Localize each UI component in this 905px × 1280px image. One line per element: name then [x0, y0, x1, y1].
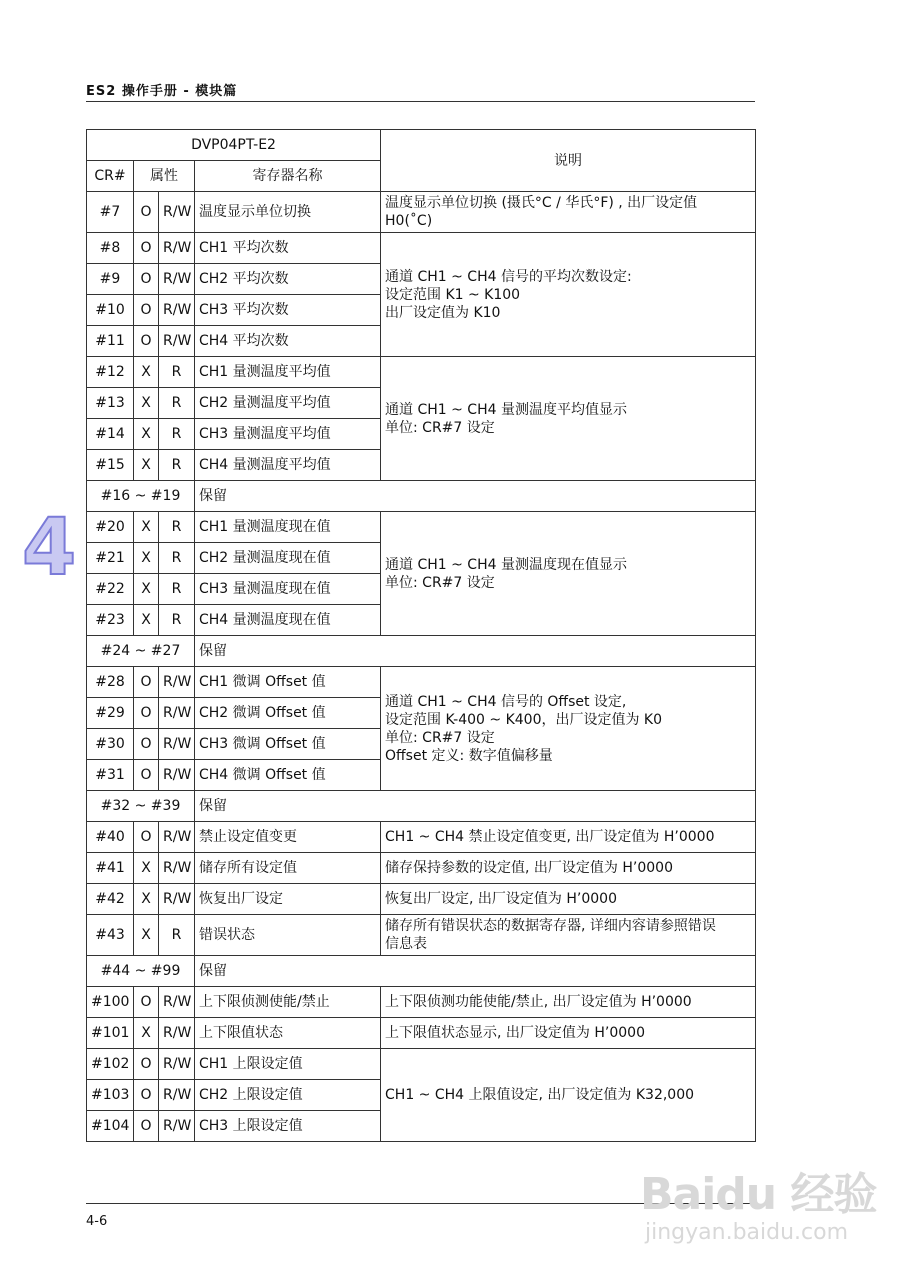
latch-cell: X — [134, 450, 159, 481]
name-cell: CH2 上限设定值 — [195, 1080, 381, 1111]
cr-cell: #42 — [87, 884, 134, 915]
latch-cell: O — [134, 729, 159, 760]
latch-cell: X — [134, 512, 159, 543]
name-cell: CH2 平均次数 — [195, 264, 381, 295]
name-cell: CH4 量测温度平均值 — [195, 450, 381, 481]
name-cell: CH4 量测温度现在值 — [195, 605, 381, 636]
cr-cell: #16 ~ #19 — [87, 481, 195, 512]
latch-cell: O — [134, 822, 159, 853]
cr-cell: #20 — [87, 512, 134, 543]
watermark-url: jingyan.baidu.com — [645, 1220, 849, 1245]
header-divider — [86, 101, 755, 102]
table-row — [87, 853, 756, 884]
desc-cell: 温度显示单位切换 (摄氏°C / 华氏°F) , 出厂设定值 H0(˚C) — [381, 192, 756, 233]
latch-cell: O — [134, 233, 159, 264]
table-row — [87, 1018, 756, 1049]
name-cell: CH3 量测温度现在值 — [195, 574, 381, 605]
name-cell: 上下限侦测使能/禁止 — [195, 987, 381, 1018]
rw-cell: R/W — [159, 326, 195, 357]
desc-cell: CH1 ~ CH4 上限值设定, 出厂设定值为 K32,000 — [381, 1049, 756, 1142]
desc-cell: 通道 CH1 ~ CH4 量测温度平均值显示 单位: CR#7 设定 — [381, 357, 756, 481]
cr-cell: #40 — [87, 822, 134, 853]
rw-cell: R/W — [159, 667, 195, 698]
name-cell: CH3 微调 Offset 值 — [195, 729, 381, 760]
name-cell: CH1 量测温度平均值 — [195, 357, 381, 388]
name-cell: CH4 平均次数 — [195, 326, 381, 357]
rw-cell: R/W — [159, 822, 195, 853]
table-row-reserved — [87, 481, 756, 512]
cr-cell: #23 — [87, 605, 134, 636]
name-cell: 保留 — [195, 481, 756, 512]
name-cell: 保留 — [195, 956, 756, 987]
rw-cell: R — [159, 357, 195, 388]
name-header: 寄存器名称 — [195, 161, 381, 192]
cr-cell: #7 — [87, 192, 134, 233]
rw-cell: R/W — [159, 987, 195, 1018]
desc-cell: 上下限值状态显示, 出厂设定值为 H’0000 — [381, 1018, 756, 1049]
watermark — [640, 1158, 890, 1258]
rw-cell: R — [159, 450, 195, 481]
table-row — [87, 822, 756, 853]
cr-cell: #12 — [87, 357, 134, 388]
table-row — [87, 1049, 756, 1080]
latch-cell: X — [134, 1018, 159, 1049]
desc-cell: 储存所有错误状态的数据寄存器, 详细内容请参照错误 信息表 — [381, 915, 756, 956]
table-row — [87, 915, 756, 956]
cr-cell: #24 ~ #27 — [87, 636, 195, 667]
cr-cell: #44 ~ #99 — [87, 956, 195, 987]
latch-cell: O — [134, 264, 159, 295]
cr-cell: #21 — [87, 543, 134, 574]
name-cell: CH2 微调 Offset 值 — [195, 698, 381, 729]
rw-cell: R/W — [159, 884, 195, 915]
table-row-reserved — [87, 956, 756, 987]
rw-cell: R/W — [159, 295, 195, 326]
rw-cell: R — [159, 388, 195, 419]
cr-cell: #15 — [87, 450, 134, 481]
name-cell: 储存所有设定值 — [195, 853, 381, 884]
cr-cell: #101 — [87, 1018, 134, 1049]
latch-cell: O — [134, 698, 159, 729]
desc-cell: 通道 CH1 ~ CH4 量测温度现在值显示 单位: CR#7 设定 — [381, 512, 756, 636]
latch-cell: O — [134, 1111, 159, 1142]
table-row — [87, 667, 756, 698]
table-row-reserved — [87, 791, 756, 822]
desc-cell: CH1 ~ CH4 禁止设定值变更, 出厂设定值为 H’0000 — [381, 822, 756, 853]
name-cell: CH3 上限设定值 — [195, 1111, 381, 1142]
rw-cell: R — [159, 915, 195, 956]
name-cell: 错误状态 — [195, 915, 381, 956]
rw-cell: R/W — [159, 1049, 195, 1080]
latch-cell: O — [134, 1049, 159, 1080]
table-row — [87, 233, 756, 264]
chapter-number-tab: 4 — [22, 503, 77, 593]
name-cell: 禁止设定值变更 — [195, 822, 381, 853]
table-row — [87, 192, 756, 233]
latch-cell: O — [134, 760, 159, 791]
rw-cell: R — [159, 543, 195, 574]
name-cell: CH1 量测温度现在值 — [195, 512, 381, 543]
name-cell: CH3 平均次数 — [195, 295, 381, 326]
cr-cell: #14 — [87, 419, 134, 450]
latch-cell: X — [134, 574, 159, 605]
latch-cell: O — [134, 295, 159, 326]
rw-cell: R/W — [159, 1080, 195, 1111]
cr-cell: #43 — [87, 915, 134, 956]
rw-cell: R/W — [159, 760, 195, 791]
name-cell: CH1 平均次数 — [195, 233, 381, 264]
cr-cell: #41 — [87, 853, 134, 884]
desc-cell: 储存保持参数的设定值, 出厂设定值为 H’0000 — [381, 853, 756, 884]
page-number: 4-6 — [86, 1214, 108, 1229]
table-row — [87, 884, 756, 915]
page-header-title: ES2 操作手册 - 模块篇 — [86, 84, 238, 99]
rw-cell: R/W — [159, 233, 195, 264]
desc-header: 说明 — [381, 130, 756, 192]
rw-cell: R/W — [159, 264, 195, 295]
model-header: DVP04PT-E2 — [87, 130, 381, 161]
latch-cell: X — [134, 884, 159, 915]
name-cell: 保留 — [195, 791, 756, 822]
cr-cell: #103 — [87, 1080, 134, 1111]
name-cell: CH2 量测温度现在值 — [195, 543, 381, 574]
cr-cell: #10 — [87, 295, 134, 326]
latch-cell: O — [134, 192, 159, 233]
desc-cell: 通道 CH1 ~ CH4 信号的 Offset 设定, 设定范围 K-400 ~ K400，出厂设定值为 K0 单位: CR#7 设定 Offset 定义: 数字值偏移量 — [381, 667, 756, 791]
cr-cell: #29 — [87, 698, 134, 729]
name-cell: CH1 微调 Offset 值 — [195, 667, 381, 698]
watermark-logo: Baidu 经验 — [640, 1169, 877, 1220]
cr-cell: #9 — [87, 264, 134, 295]
latch-cell: X — [134, 853, 159, 884]
latch-cell: X — [134, 357, 159, 388]
table-row — [87, 987, 756, 1018]
rw-cell: R/W — [159, 192, 195, 233]
rw-cell: R — [159, 605, 195, 636]
name-cell: CH2 量测温度平均值 — [195, 388, 381, 419]
latch-cell: X — [134, 915, 159, 956]
cr-cell: #22 — [87, 574, 134, 605]
cr-cell: #102 — [87, 1049, 134, 1080]
cr-cell: #104 — [87, 1111, 134, 1142]
latch-cell: O — [134, 987, 159, 1018]
rw-cell: R/W — [159, 1111, 195, 1142]
latch-cell: O — [134, 326, 159, 357]
rw-cell: R — [159, 512, 195, 543]
name-cell: 温度显示单位切换 — [195, 192, 381, 233]
name-cell: 上下限值状态 — [195, 1018, 381, 1049]
name-cell: 保留 — [195, 636, 756, 667]
cr-cell: #32 ~ #39 — [87, 791, 195, 822]
desc-cell: 恢复出厂设定, 出厂设定值为 H’0000 — [381, 884, 756, 915]
name-cell: 恢复出厂设定 — [195, 884, 381, 915]
register-table — [86, 129, 756, 1142]
cr-cell: #100 — [87, 987, 134, 1018]
latch-cell: X — [134, 605, 159, 636]
latch-cell: X — [134, 543, 159, 574]
latch-cell: X — [134, 419, 159, 450]
rw-cell: R — [159, 574, 195, 605]
latch-cell: X — [134, 388, 159, 419]
rw-cell: R/W — [159, 1018, 195, 1049]
attr-header: 属性 — [134, 161, 195, 192]
cr-cell: #11 — [87, 326, 134, 357]
cr-cell: #30 — [87, 729, 134, 760]
table-row — [87, 357, 756, 388]
rw-cell: R/W — [159, 853, 195, 884]
latch-cell: O — [134, 667, 159, 698]
rw-cell: R/W — [159, 729, 195, 760]
desc-cell: 上下限侦测功能使能/禁止, 出厂设定值为 H’0000 — [381, 987, 756, 1018]
name-cell: CH1 上限设定值 — [195, 1049, 381, 1080]
name-cell: CH4 微调 Offset 值 — [195, 760, 381, 791]
cr-cell: #8 — [87, 233, 134, 264]
cr-cell: #28 — [87, 667, 134, 698]
table-row — [87, 512, 756, 543]
rw-cell: R — [159, 419, 195, 450]
rw-cell: R/W — [159, 698, 195, 729]
desc-cell: 通道 CH1 ~ CH4 信号的平均次数设定: 设定范围 K1 ~ K100 出厂设定值为 K10 — [381, 233, 756, 357]
name-cell: CH3 量测温度平均值 — [195, 419, 381, 450]
cr-cell: #13 — [87, 388, 134, 419]
table-row-reserved — [87, 636, 756, 667]
cr-cell: #31 — [87, 760, 134, 791]
cr-header: CR# — [87, 161, 134, 192]
latch-cell: O — [134, 1080, 159, 1111]
